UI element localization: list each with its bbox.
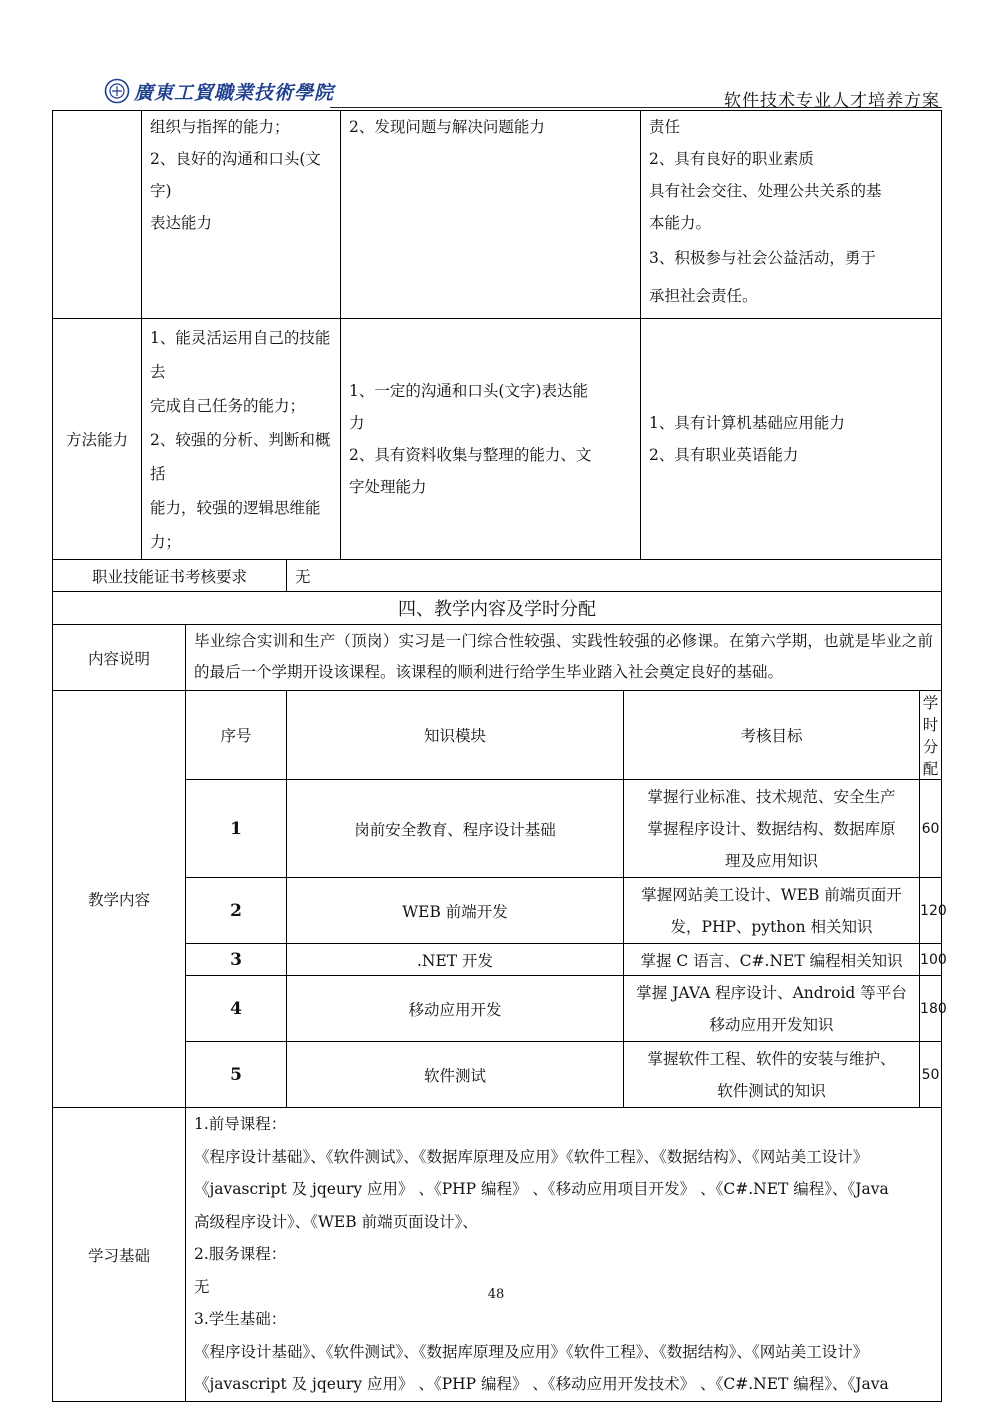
text-line: 表达能力 <box>150 214 213 232</box>
training-plan-table <box>52 110 947 1402</box>
text-line: 具有社会交往、处理公共关系的基 <box>649 182 882 200</box>
ability-skill-cell <box>341 111 641 319</box>
text-line: 《javascript 及 jqeury 应用》 、《PHP 编程》 、《移动应用开发技术》 、《C#.NET 编程》、《Java <box>194 1375 889 1393</box>
certificate-value: 无 <box>287 560 942 592</box>
page-header <box>100 74 942 111</box>
module-name: 移动应用开发 <box>287 976 624 1042</box>
method-quality-cell <box>641 319 942 560</box>
text-line: 《程序设计基础》、《软件测试》、《数据库原理及应用》《软件工程》、《数据结构》、《网站美工设计》 <box>194 1147 869 1166</box>
teaching-row <box>53 944 942 976</box>
text-line: 掌握程序设计、数据结构、数据库原 <box>647 819 896 838</box>
text-line: 高级程序设计》、《WEB 前端页面设计》、 <box>194 1212 478 1231</box>
text-line: 2、具有资料收集与整理的能力、文 <box>349 446 592 464</box>
ability-row-continued <box>53 111 942 319</box>
text-line: 掌握 C 语言、C#.NET 编程相关知识 <box>640 951 903 970</box>
text-line: 2、具有职业英语能力 <box>649 446 799 464</box>
text-line: 2、良好的沟通和口头(文字) <box>150 150 321 200</box>
text-line: 完成自己任务的能力； <box>150 397 306 415</box>
teaching-row <box>53 1042 942 1108</box>
document-title: 软件技术专业人才培养方案 <box>724 91 940 111</box>
teaching-header-row <box>53 691 942 780</box>
text-line: 字处理能力 <box>349 478 427 496</box>
row-number: 4 <box>186 976 287 1042</box>
content-desc-text: 毕业综合实训和生产（顶岗）实习是一门综合性较强、实践性较强的必修课。在第六学期，也就是毕业之前的最后一个学期开设该课程。该课程的顺利进行给学生毕业踏入社会奠定良好的基础。 <box>194 632 934 681</box>
hours-value: 50 <box>920 1042 942 1108</box>
col-header-goal: 考核目标 <box>624 691 920 780</box>
hours-value: 60 <box>920 780 942 878</box>
text-line: 责任 <box>649 118 681 136</box>
text-line: 移动应用开发知识 <box>709 1015 834 1034</box>
text-line: 2、具有良好的职业素质 <box>649 150 814 168</box>
teaching-content-label: 教学内容 <box>53 691 186 1108</box>
text-line: 2、较强的分析、判断和概括 <box>150 431 331 483</box>
module-name: 软件测试 <box>287 1042 624 1108</box>
section-title-row <box>53 592 942 625</box>
text-line: 《javascript 及 jqeury 应用》 、《PHP 编程》 、《移动应用项目开发》 、《C#.NET 编程》、《Java <box>194 1180 889 1198</box>
row-number: 1 <box>186 780 287 878</box>
text-line: 掌握 JAVA 程序设计、Android 等平台 <box>636 983 907 1002</box>
hours-value: 100 <box>920 944 942 976</box>
text-line: 3.学生基础： <box>194 1310 287 1328</box>
row-number: 5 <box>186 1042 287 1108</box>
hours-value: 120 <box>920 878 942 944</box>
text-line: 能力，较强的逻辑思维能力； <box>150 499 321 551</box>
row-number: 2 <box>186 878 287 944</box>
text-line: 力 <box>349 414 365 432</box>
module-name: .NET 开发 <box>287 944 624 976</box>
foundation-row <box>53 1108 942 1402</box>
assessment-goal <box>624 780 920 878</box>
text-line: 3、积极参与社会公益活动，勇于 <box>649 249 876 267</box>
text-line: 组织与指挥的能力； <box>150 118 290 136</box>
method-skill-cell <box>341 319 641 560</box>
text-line: 2、发现问题与解决问题能力 <box>349 118 545 136</box>
method-knowledge-cell <box>142 319 341 560</box>
text-line: 2.服务课程： <box>194 1245 287 1263</box>
col-header-hours: 学时分配 <box>920 691 942 780</box>
method-ability-row <box>53 319 942 560</box>
hours-value: 180 <box>920 976 942 1042</box>
ability-quality-cell <box>641 111 942 319</box>
assessment-goal <box>624 976 920 1042</box>
content-desc-cell <box>186 625 942 691</box>
text-line: 掌握软件工程、软件的安装与维护、 <box>647 1049 896 1068</box>
content-desc-label: 内容说明 <box>53 625 186 691</box>
col-header-module: 知识模块 <box>287 691 624 780</box>
text-line: 承担社会责任。 <box>649 287 758 305</box>
text-line: 1.前导课程： <box>194 1115 287 1133</box>
text-line: 本能力。 <box>649 214 712 232</box>
certificate-row <box>53 560 942 592</box>
page-number: 48 <box>487 1287 505 1302</box>
header-rule <box>330 107 942 108</box>
module-name: 岗前安全教育、程序设计基础 <box>287 780 624 878</box>
school-emblem-icon <box>104 78 130 104</box>
text-line: 理及应用知识 <box>725 851 819 870</box>
teaching-row <box>53 878 942 944</box>
foundation-cell <box>186 1108 942 1402</box>
certificate-label: 职业技能证书考核要求 <box>53 560 287 592</box>
assessment-goal <box>624 1042 920 1108</box>
teaching-row <box>53 976 942 1042</box>
ability-knowledge-cell <box>142 111 341 319</box>
assessment-goal <box>624 878 920 944</box>
assessment-goal <box>624 944 920 976</box>
text-line: 1、能灵活运用自己的技能去 <box>150 329 331 381</box>
col-header-no: 序号 <box>186 691 287 780</box>
row-number: 3 <box>186 944 287 976</box>
ability-row-label <box>53 111 142 319</box>
text-line: 发，PHP、python 相关知识 <box>670 917 873 936</box>
text-line: 无 <box>194 1277 210 1296</box>
school-logo <box>104 76 334 106</box>
text-line: 1、一定的沟通和口头(文字)表达能 <box>349 382 588 400</box>
text-line: 《程序设计基础》、《软件测试》、《数据库原理及应用》《软件工程》、《数据结构》、《网站美工设计》 <box>194 1342 869 1361</box>
module-name: WEB 前端开发 <box>287 878 624 944</box>
method-ability-label: 方法能力 <box>53 319 142 560</box>
school-name: 廣東工貿職業技術學院 <box>134 81 335 104</box>
teaching-row <box>53 780 942 878</box>
content-desc-row <box>53 625 942 691</box>
foundation-label: 学习基础 <box>53 1108 186 1402</box>
text-line: 掌握网站美工设计、WEB 前端页面开 <box>641 885 902 904</box>
text-line: 1、具有计算机基础应用能力 <box>649 414 845 432</box>
section-title: 四、教学内容及学时分配 <box>53 592 942 625</box>
text-line: 掌握行业标准、技术规范、安全生产 <box>647 787 896 806</box>
text-line: 软件测试的知识 <box>717 1081 826 1100</box>
